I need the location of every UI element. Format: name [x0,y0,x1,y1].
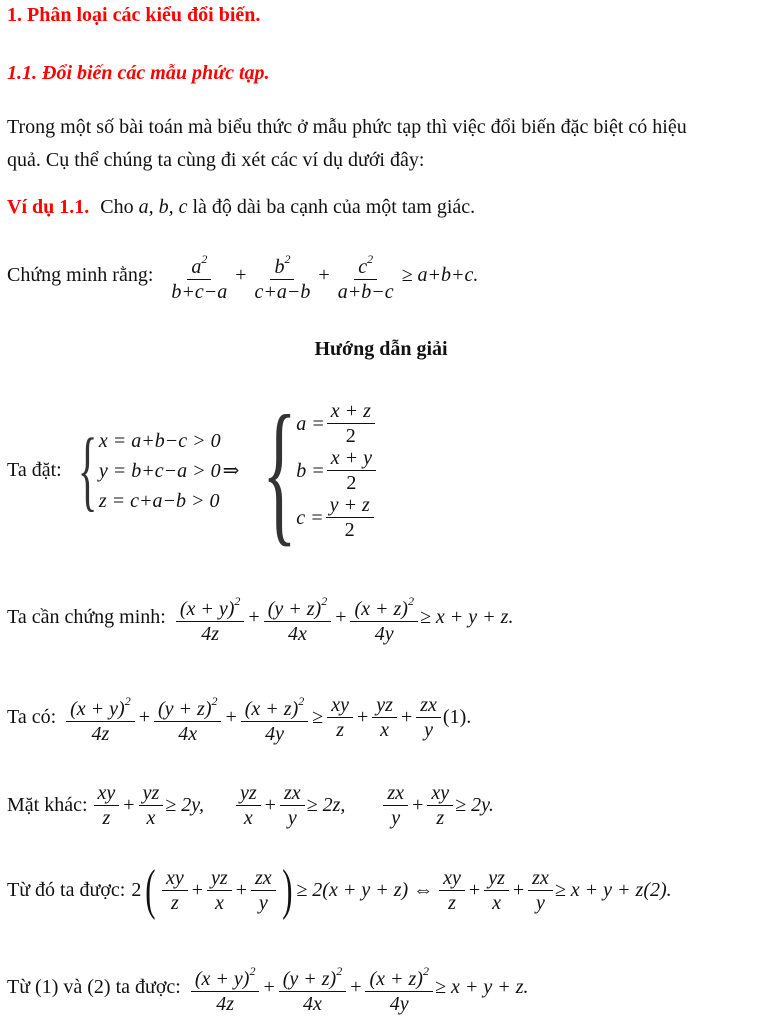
left-brace-icon: { [77,420,98,520]
prove-label: Chứng minh rằng: [7,264,154,286]
need-prove-statement: Ta cần chứng minh: $\frac{(x + y)^2}{4z}$ + $\frac{(y + z)^2}{4x}$ + $\frac{(x + z)^2}{4y}$ ≥ x + y + z. [7,590,513,645]
prove-statement: Chứng minh rằng: $\frac{a^2}{b+c-a}$ + $\frac{b^2}{c+a-b}$ + $\frac{c^2}{a+b-c}$ ≥ a+b+c. [7,248,478,303]
substitution-label: Ta đặt: [7,459,62,481]
otherwise-statement: Mặt khác: $\frac{xy}{z}$ + $\frac{yz}{x}$ ≥ 2y, $\frac{yz}{x}$ + $\frac{zx}{y}$ ≥ 2z, $\frac{zx}{y}$ + $\frac{xy}{z}$ ≥ 2y. [7,782,494,829]
fraction: $\frac{c^2}{a+b-c}$ [334,248,398,303]
fraction: $\frac{b^2}{c+a-b}$ [251,248,315,303]
example-label: Ví dụ 1.1. [7,196,90,218]
substitution-block [7,381,378,560]
section-subtitle: 1.1. Đổi biến các mẫu phức tạp. [7,62,270,84]
need-prove-label: Ta cần chứng minh: [7,606,166,628]
intro-line-2: quả. Cụ thể chúng ta cùng đi xét các ví dụ dưới đây: [7,149,425,171]
otherwise-label: Mặt khác: [7,794,88,816]
implies-icon: ⇒ [222,460,240,482]
section-title: 1. Phân loại các kiểu đổi biến. [7,4,261,26]
conclusion-statement: Từ (1) và (2) ta được: $\frac{(x + y)^2}{4z}$ + $\frac{(y + z)^2}{4x}$ + $\frac{(x + z)^2}{4y}$ ≥ x + y + z. [7,960,528,1015]
right-brace-icon: { [262,381,298,560]
intro-line-1: Trong một số bài toán mà biểu thức ở mẫu phức tạp thì việc đổi biến đặc biệt có hiệu [7,116,687,138]
left-system: x = a+b−c > 0 y = b+c−a > 0 z = c+a−b > 0 [98,429,221,512]
example-text: Cho [100,196,139,218]
example-vars: a, b, c [138,196,188,218]
have-label: Ta có: [7,706,57,728]
derive-statement: Từ đó ta được: 2 ( $\frac{xy}{z}$ + $\frac{yz}{x}$ + $\frac{zx}{y}$ ) ≥ 2(x + y + z) ⇔ $\frac{xy}{z}$ + $\frac{yz}{x}$ + $\frac{zx}{y}$ ≥ x + y + z(2). [7,859,672,921]
example-text-after: là độ dài ba cạnh của một tam giác. [187,196,476,218]
solution-heading: Hướng dẫn giải [314,338,448,360]
need-prove-rhs: ≥ x + y + z. [419,606,514,628]
right-system: a = $\frac{x + z}{2}$ b = $\frac{x + y}{2}$ c = $\frac{y + z}{2}$ [296,400,378,541]
conclusion-label: Từ (1) và (2) ta được: [7,976,181,998]
intro-paragraph [7,111,687,177]
prove-rhs: ≥ a+b+c. [401,264,479,286]
derive-label: Từ đó ta được: [7,878,126,901]
equation-tag-1: (1). [442,706,472,728]
have-statement: Ta có: $\frac{(x + y)^2}{4z}$ + $\frac{(y + z)^2}{4x}$ + $\frac{(x + z)^2}{4y}$ ≥ $\frac{xy}{z}$ + $\frac{yz}{x}$ + $\frac{zx}{y}$ (1). [7,690,471,745]
example-statement [7,196,475,219]
fraction: $\frac{a^2}{b+c-a}$ [167,248,231,303]
